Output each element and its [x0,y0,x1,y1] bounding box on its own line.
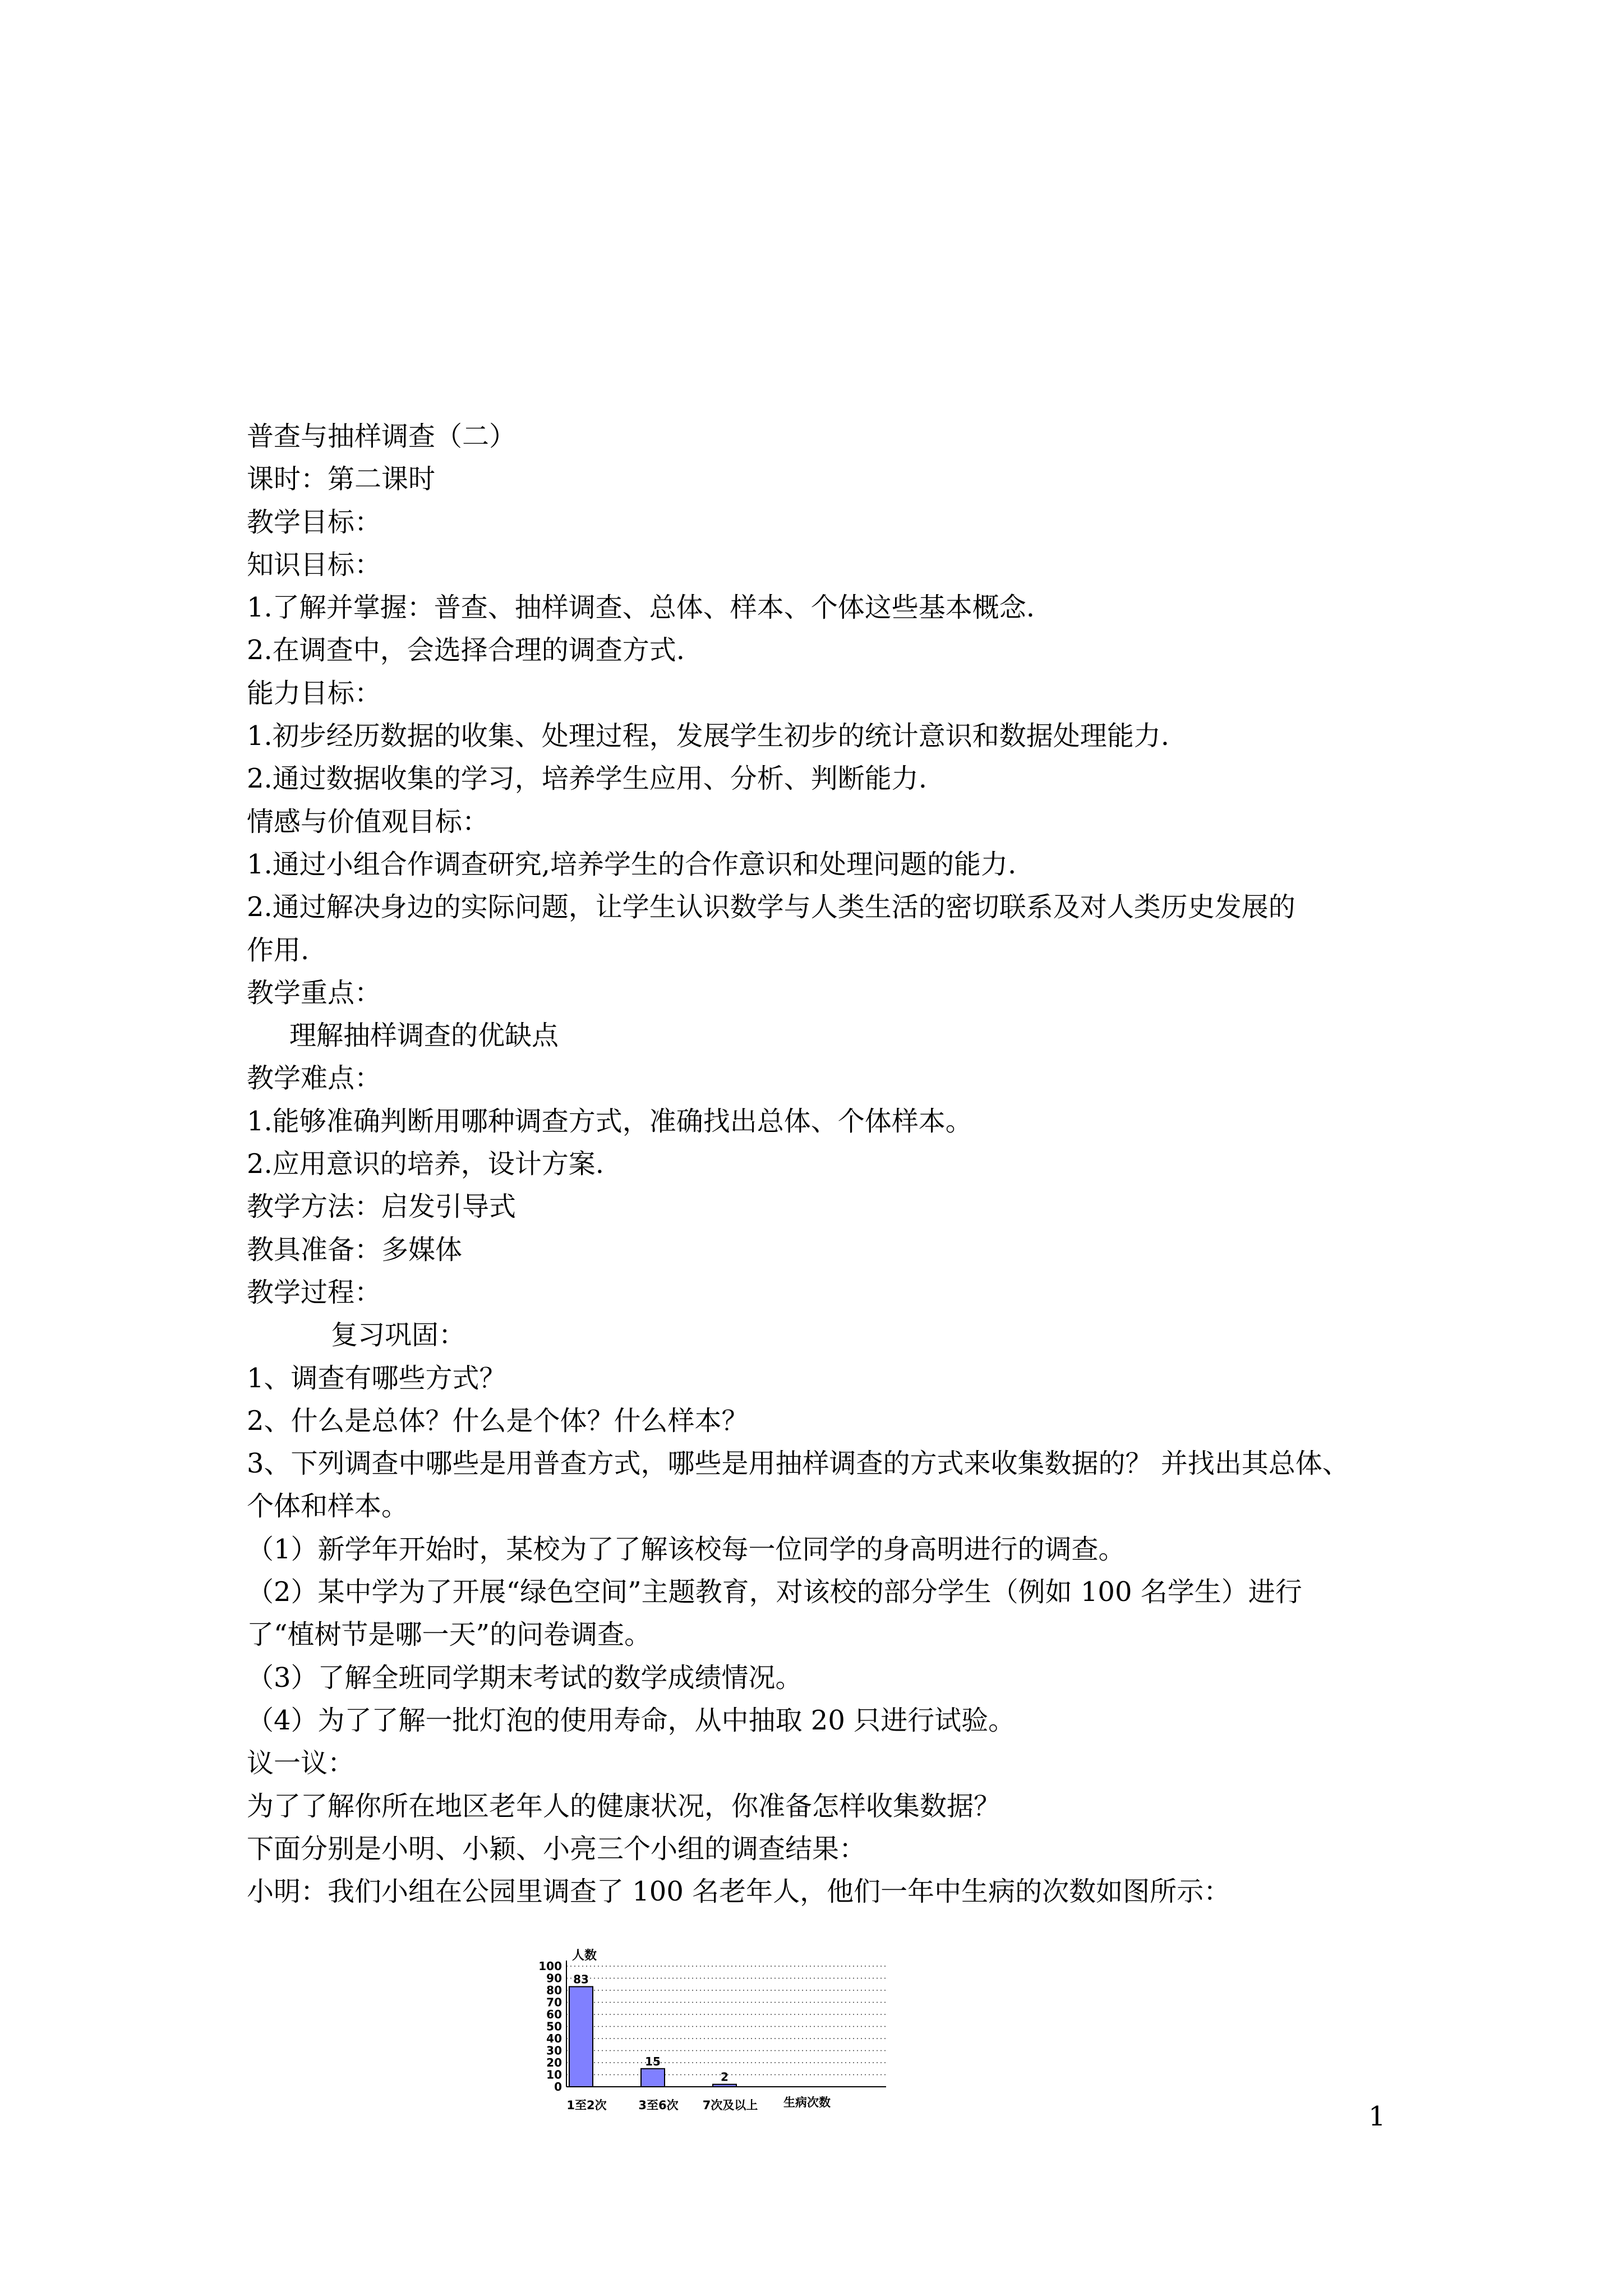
heading-discuss: 议一议： [247,1747,355,1779]
review-question-3: 3、下列调查中哪些是用普查方式，哪些是用抽样调查的方式来收集数据的？ 并找出其总体、 [247,1448,1349,1480]
heading-teaching-process: 教学过程： [247,1276,382,1308]
y-tick-label: 30 [546,2044,562,2058]
survey-item-1: （1）新学年开始时，某校为了了解该校每一位同学的身高明进行的调查。 [247,1533,1126,1565]
y-tick-label: 20 [546,2056,562,2069]
discuss-question: 为了了解你所在地区老年人的健康状况，你准备怎样收集数据？ [247,1790,1001,1822]
teaching-tools: 教具准备：多媒体 [247,1234,463,1266]
heading-difficulties: 教学难点： [247,1062,382,1094]
lesson-period: 课时：第二课时 [247,463,436,495]
y-tick-label: 100 [538,1959,562,1973]
survey-item-2-cont: 了“植树节是哪一天”的问卷调查。 [247,1619,652,1651]
y-tick-label: 40 [546,2032,562,2045]
y-tick-label: 90 [546,1971,562,1985]
key-point: 理解抽样调查的优缺点 [289,1020,559,1052]
difficulty-2: 2.应用意识的培养，设计方案. [247,1148,605,1180]
bar [641,2069,665,2087]
difficulty-1: 1.能够准确判断用哪种调查方式，准确找出总体、个体样本。 [247,1105,972,1137]
x-tick-label: 3至6次 [638,2099,679,2112]
xiaoming-result: 小明：我们小组在公园里调查了 100 名老年人，他们一年中生病的次数如图所示： [247,1876,1231,1908]
x-tick-label: 7次及以上 [702,2099,758,2112]
knowledge-goal-2: 2.在调查中，会选择合理的调查方式. [247,634,685,666]
heading-knowledge-goals: 知识目标： [247,549,382,581]
y-tick-label: 10 [546,2068,562,2082]
heading-ability-goals: 能力目标： [247,677,382,709]
bar-data-label: 2 [721,2070,728,2084]
survey-item-4: （4）为了了解一批灯泡的使用寿命，从中抽取 20 只进行试验。 [247,1704,1016,1736]
emotion-goal-2: 2.通过解决身边的实际问题，让学生认识数学与人类生活的密切联系及对人类历史发展的 [247,891,1295,923]
teaching-method: 教学方法：启发引导式 [247,1191,517,1223]
y-tick-label: 0 [554,2080,562,2093]
illness-frequency-bar-chart [527,1935,920,2112]
bar-data-label: 15 [645,2054,661,2068]
document-body [247,415,1396,1913]
y-tick-label: 60 [546,2008,562,2021]
discuss-intro: 下面分别是小明、小颖、小亮三个小组的调查结果： [247,1833,866,1865]
y-tick-label: 50 [546,2019,562,2033]
bar [569,1987,593,2087]
survey-item-3: （3）了解全班同学期末考试的数学成绩情况。 [247,1662,803,1694]
review-question-1: 1、调查有哪些方式？ [247,1362,506,1394]
heading-emotion-goals: 情感与价值观目标： [247,806,490,838]
x-tick-label: 1至2次 [566,2099,607,2112]
heading-review: 复习巩固： [331,1319,466,1351]
review-question-3-cont: 个体和样本。 [247,1490,409,1522]
page-number: 1 [1368,2101,1386,2132]
review-question-2: 2、什么是总体？什么是个体？什么样本？ [247,1405,749,1437]
heading-teaching-goals: 教学目标： [247,506,382,538]
y-tick-label: 80 [546,1984,562,1997]
survey-item-2: （2）某中学为了开展“绿色空间”主题教育，对该校的部分学生（例如 100 名学生）进行 [247,1576,1302,1608]
emotion-goal-1: 1.通过小组合作调查研究,培养学生的合作意识和处理问题的能力. [247,848,1017,880]
bar [713,2085,736,2087]
y-axis-label: 人数 [572,1949,597,1963]
knowledge-goal-1: 1.了解并掌握：普查、抽样调查、总体、样本、个体这些基本概念. [247,592,1035,624]
y-tick-label: 70 [546,1995,562,2009]
doc-title: 普查与抽样调查（二） [247,421,517,452]
bar-data-label: 83 [573,1972,589,1986]
ability-goal-1: 1.初步经历数据的收集、处理过程，发展学生初步的统计意识和数据处理能力. [247,720,1170,752]
emotion-goal-2-cont: 作用. [247,934,310,966]
x-axis-label: 生病次数 [783,2096,831,2109]
heading-key-points: 教学重点： [247,977,382,1009]
ability-goal-2: 2.通过数据收集的学习，培养学生应用、分析、判断能力. [247,763,928,795]
